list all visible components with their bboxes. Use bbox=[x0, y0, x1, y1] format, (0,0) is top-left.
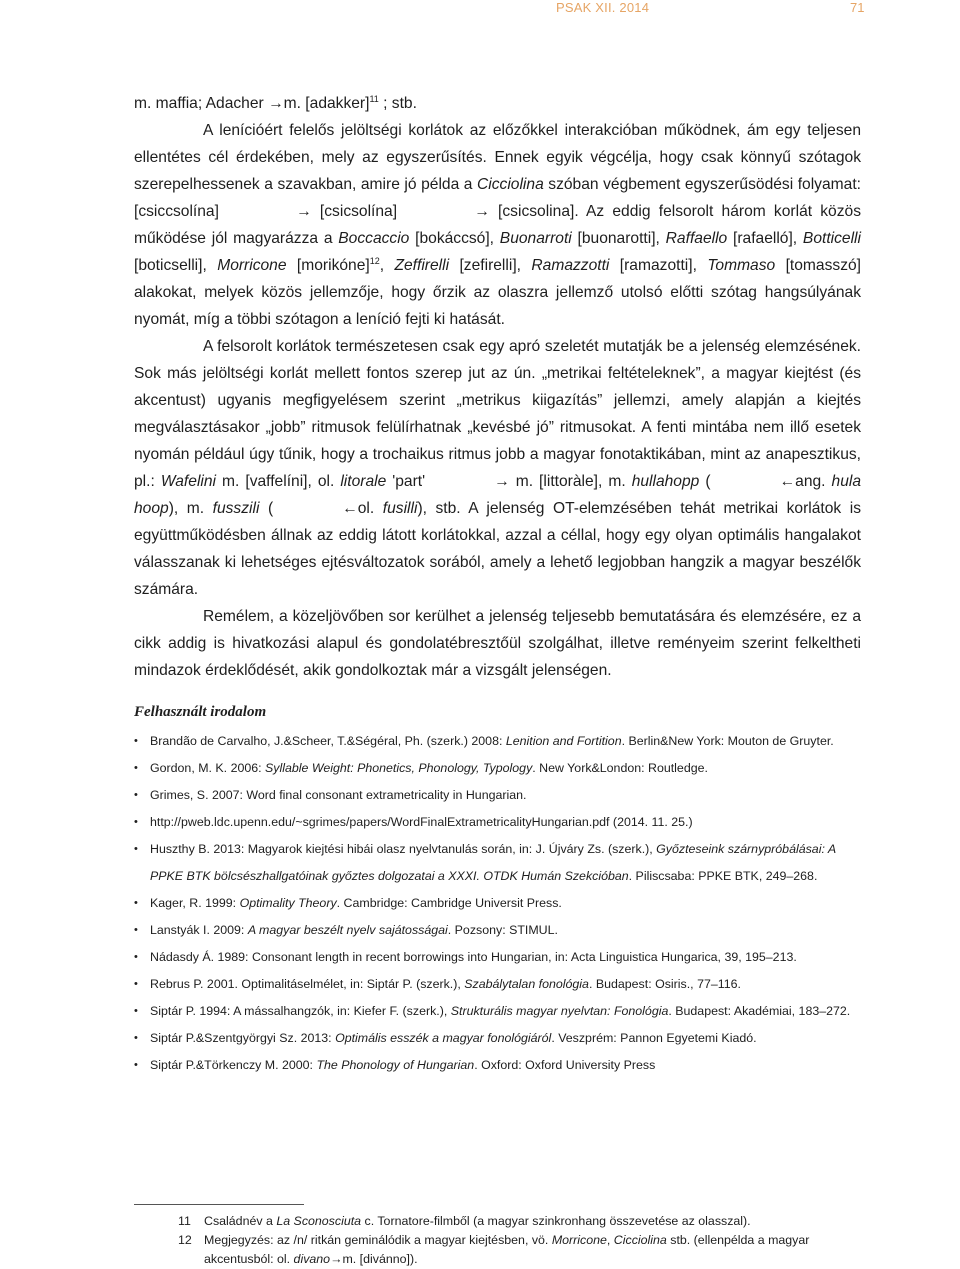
reference-item: • Grimes, S. 2007: Word final consonant extrametricality in Hungarian. bbox=[134, 782, 861, 809]
footnote-number: 11 bbox=[178, 1214, 191, 1228]
text-run: ), m. bbox=[168, 500, 213, 517]
reference-item: • Gordon, M. K. 2006: Syllable Weight: Phonetics, Phonology, Typology. New York&London: Routledge. bbox=[134, 755, 861, 782]
text-run: ( bbox=[259, 500, 274, 517]
italic-term: Ramazzotti bbox=[531, 257, 610, 274]
italic-term: Tommaso bbox=[707, 257, 776, 274]
arrow-right-icon: → bbox=[330, 1252, 343, 1266]
reference-item: • Huszthy B. 2013: Magyarok kiejtési hibái olasz nyelvtanulás során, in: J. Újváry Zs. (szerk.), Győzteseink szárnypróbálásai: A PPKE BTK bölcsészhallgatóinak győztes dolgozatai a XXXI. OTDK Humán Szekcióban. Piliscsaba: PPKE BTK, 249–268. bbox=[134, 836, 861, 890]
body-text bbox=[134, 90, 861, 684]
references-list bbox=[134, 728, 861, 1079]
italic-term: Botticelli bbox=[802, 230, 861, 247]
page-header bbox=[0, 0, 960, 20]
reference-item: • Siptár P. 1994: A mássalhangzók, in: Kiefer F. (szerk.), Strukturális magyar nyelvtan: Fonológia. Budapest: Akadémiai, 183–272. bbox=[134, 998, 861, 1025]
text-run: szóban végbement egyszerűsödési folyamat: [csiccsolína] bbox=[134, 176, 861, 220]
text-run: [morikóne] bbox=[286, 257, 370, 274]
paragraph-4: Remélem, a közeljövőben sor kerülhet a jelenség teljesebb bemutatására és elemzésére, ez a cikk addig is hivatkozási alapul és gondolatébresztőül szolgálhat, illetve reményeim szerint felkeltheti mindazok érdeklődését, akik gondolkoztak már a vizsgált jelenségen. bbox=[134, 608, 861, 679]
arrow-right-icon: → bbox=[268, 95, 284, 112]
page-number: 71 bbox=[850, 0, 865, 15]
arrow-right-icon: → bbox=[494, 473, 510, 490]
italic-term: Morricone bbox=[217, 257, 287, 274]
italic-term: Wafelini bbox=[160, 473, 217, 490]
text-run: [csicsolina]. Az eddig felsorolt három korlát közös működése jól magyarázza a bbox=[134, 203, 862, 247]
arrow-left-icon: ← bbox=[342, 500, 358, 517]
text-run: [rafaelló], bbox=[727, 230, 803, 247]
reference-item: • Nádasdy Á. 1989: Consonant length in recent borrowings into Hungarian, in: Acta Linguistica Hungarica, 39, 195–213. bbox=[134, 944, 861, 971]
footnotes bbox=[178, 1212, 868, 1269]
reference-item: • Brandão de Carvalho, J.&Scheer, T.&Ségéral, Ph. (szerk.) 2008: Lenition and Fortition. Berlin&New York: Mouton de Gruyter. bbox=[134, 728, 861, 755]
text-run: 'part' bbox=[386, 473, 426, 490]
italic-term: fusszili bbox=[212, 500, 260, 517]
text-run: [bokáccsó], bbox=[409, 230, 500, 247]
text-run: m. [adakker] bbox=[283, 95, 370, 112]
running-title: PSAK XII. 2014 bbox=[556, 0, 650, 15]
text-run: [boticselli], bbox=[134, 257, 218, 274]
text-run: m. [vaffelíni], ol. bbox=[216, 473, 341, 490]
italic-term: Zeffirelli bbox=[394, 257, 450, 274]
footnote-11: 11 Családnév a La Sconosciuta c. Tornatore-filmből (a magyar szinkronhang összevetése az olasszal). bbox=[178, 1212, 868, 1231]
footnote-number: 12 bbox=[178, 1233, 192, 1247]
arrow-left-icon: ← bbox=[779, 473, 796, 490]
italic-term: hullahopp bbox=[631, 473, 700, 490]
italic-term: hula hoop bbox=[134, 473, 861, 517]
text-run: [ramazotti], bbox=[609, 257, 708, 274]
text-run: m. maffia; Adacher bbox=[134, 95, 269, 112]
text-run: m. [littoràle], m. bbox=[509, 473, 632, 490]
text-run: [buonarotti], bbox=[571, 230, 666, 247]
footnote-ref-11[interactable]: 11 bbox=[369, 93, 379, 104]
italic-term: Buonarroti bbox=[499, 230, 572, 247]
reference-item: • Siptár P.&Törkenczy M. 2000: The Phonology of Hungarian. Oxford: Oxford University Press bbox=[134, 1052, 861, 1079]
text-run: ang. bbox=[795, 473, 832, 490]
text-run: ; stb. bbox=[378, 95, 417, 112]
text-run: [tomasszó] alakokat, melyek közös jellemzője, hogy őrzik az olaszra jellemző utolsó előtti szótag hangsúlyának nyomát, míg a többi szótagon a leníció fejti ki hatását. bbox=[134, 257, 861, 328]
italic-term: Raffaello bbox=[665, 230, 728, 247]
paragraph-3 bbox=[134, 333, 861, 603]
arrow-right-icon: → bbox=[474, 203, 490, 220]
text-run: ), stb. A jelenség OT-elemzésében tehát metrikai korlátok is együttműködésben állnak az eddig látott korlátokkal, azzal a céllal, hogy egy olyan optimális hangalakot válasszanak ki lehetséges ejtésváltozatok sorából, amely a lehető legjobban hangzik a magyar beszélők számára. bbox=[134, 500, 862, 598]
italic-term: litorale bbox=[340, 473, 387, 490]
italic-term: Cicciolina bbox=[477, 176, 544, 193]
reference-item-link[interactable]: • http://pweb.ldc.upenn.edu/~sgrimes/papers/WordFinalExtrametricalityHungarian.pdf (2014. 11. 25.) bbox=[134, 809, 861, 836]
text-run: [zefirelli], bbox=[449, 257, 532, 274]
reference-item: • Siptár P.&Szentgyörgyi Sz. 2013: Optimális esszék a magyar fonológiáról. Veszprém: Pannon Egyetemi Kiadó. bbox=[134, 1025, 861, 1052]
text-run: , bbox=[379, 257, 395, 274]
text-run: A felsorolt korlátok természetesen csak egy apró szeletét mutatják be a jelenség elemzésének. Sok más jelöltségi korlát mellett fontos szerep jut az ún. „metrikai feltételeknek”, a magyar kiejtést (és akcentust) ugyanis megfigyelésem szerint „metrikus kiigazítás” jellemzi, amely alapján a kiejtés megválasztásakor „jobb” ritmusok felülírhatnak „kevésbé jó” ritmusokat. A fenti mintába nem illő esetek nyomán például úgy tűnik, hogy a trochaikus ritmus jobb a magyar fonotaktikában, mint az anapesztikus, pl.: bbox=[134, 338, 861, 490]
paragraph-2 bbox=[134, 117, 861, 333]
text-run: A lenícióért felelős jelöltségi korlátok az előzőkkel interakcióban működnek, ám egy teljesen ellentétes cél érdekében, mely az egyszerűsítés. Ennek egyik végcélja, hogy csak könnyű szótagok szerepelhessenek a szavakban, amire jó példa a bbox=[134, 122, 861, 193]
footnote-12: 12 Megjegyzés: az /n/ ritkán geminálódik a magyar kiejtésben, vö. Morricone, Cicciolina stb. (ellenpélda a magyar akcentusból: ol. divano→m. [divánno]). bbox=[178, 1231, 868, 1269]
arrow-right-icon: → bbox=[296, 203, 312, 220]
paragraph-1 bbox=[134, 90, 861, 117]
text-run: [csicsolína] bbox=[311, 203, 406, 220]
footnote-divider bbox=[134, 1204, 304, 1205]
references-heading: Felhasznált irodalom bbox=[134, 704, 267, 720]
text-run: ol. bbox=[357, 500, 383, 517]
reference-item: • Kager, R. 1999: Optimality Theory. Cambridge: Cambridge Universit Press. bbox=[134, 890, 861, 917]
italic-term: fusilli bbox=[382, 500, 418, 517]
reference-item: • Rebrus P. 2001. Optimalitáselmélet, in: Siptár P. (szerk.), Szabálytalan fonológia. Budapest: Osiris., 77–116. bbox=[134, 971, 861, 998]
reference-item: • Lanstyák I. 2009: A magyar beszélt nyelv sajátosságai. Pozsony: STIMUL. bbox=[134, 917, 861, 944]
footnote-ref-12[interactable]: 12 bbox=[369, 255, 380, 266]
italic-term: Boccaccio bbox=[338, 230, 410, 247]
text-run: ( bbox=[699, 473, 711, 490]
